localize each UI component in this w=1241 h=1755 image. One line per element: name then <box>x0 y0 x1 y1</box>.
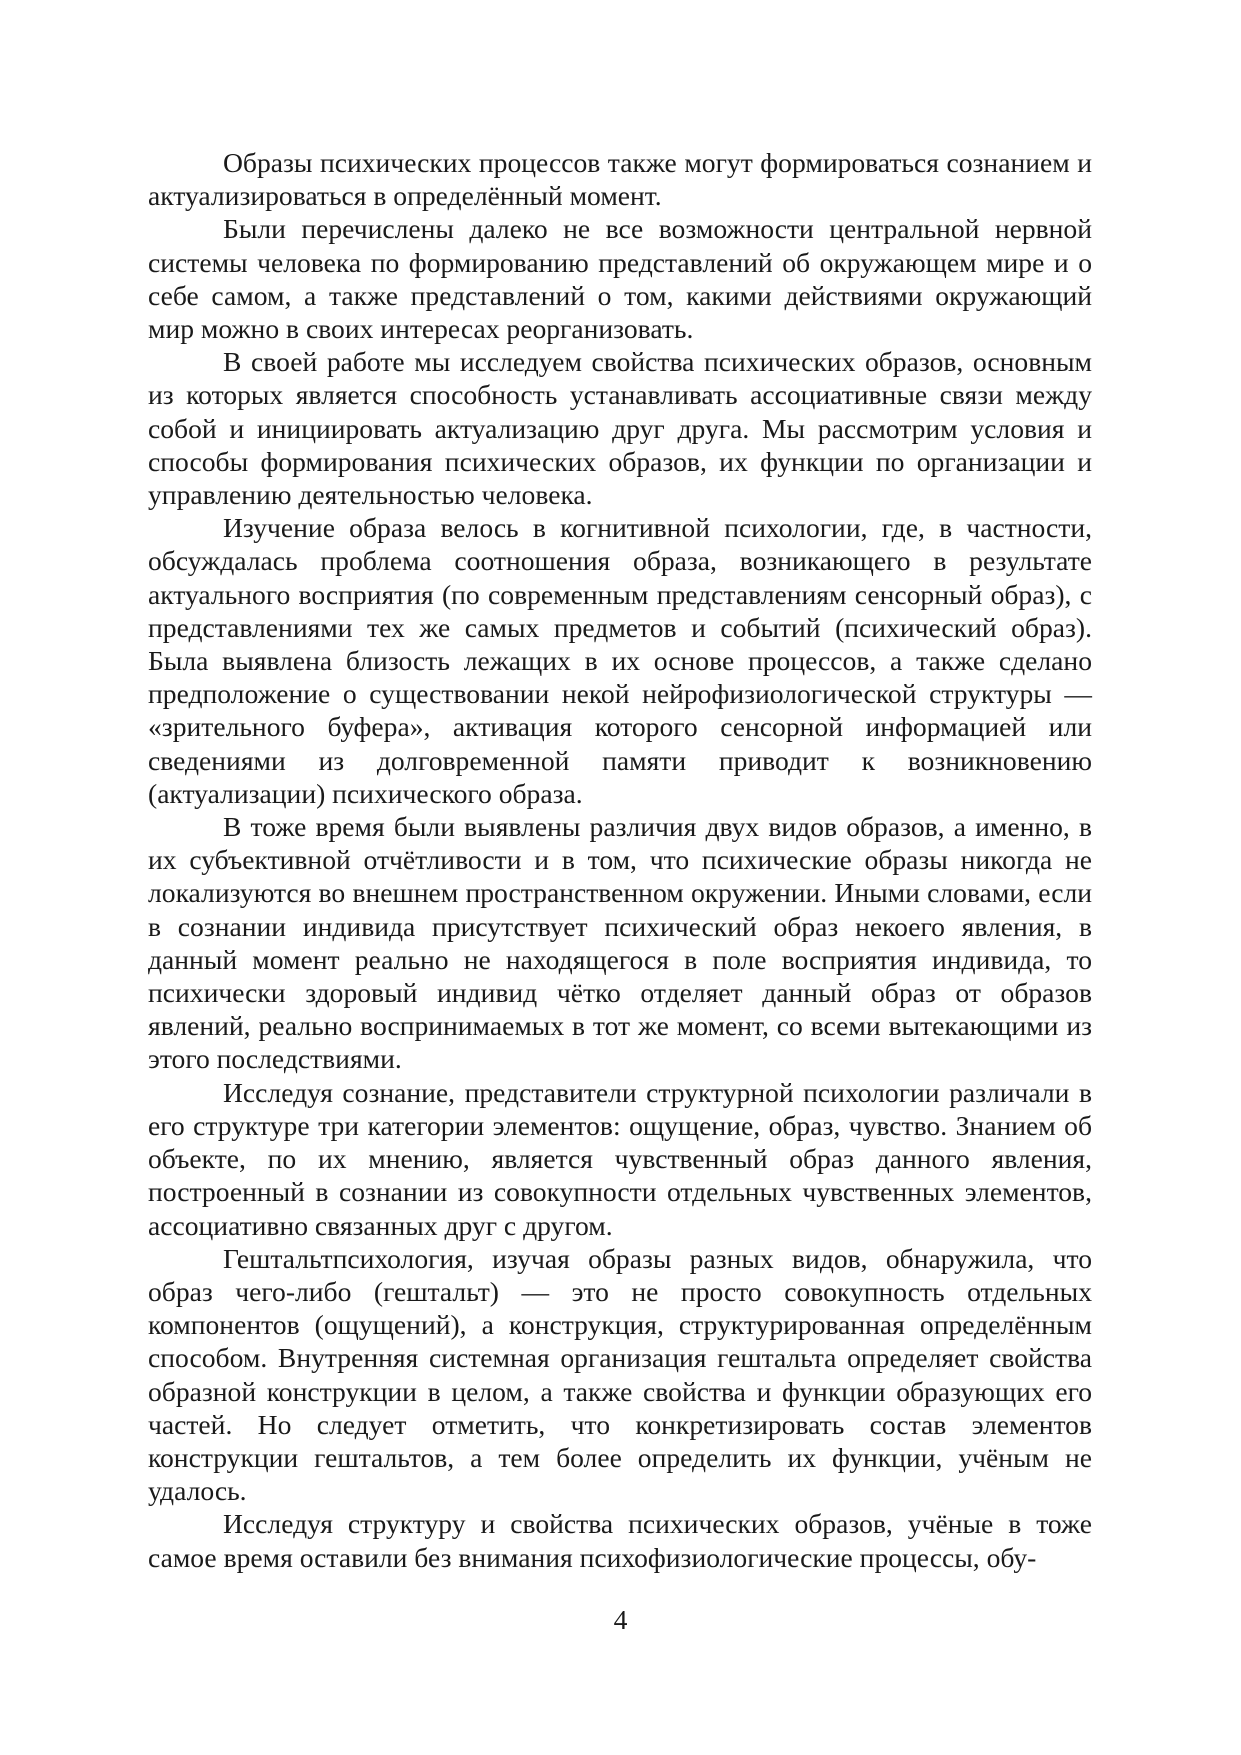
page-number: 4 <box>613 1604 628 1635</box>
paragraph: Образы психических процессов также могут формироваться сознанием и актуализироваться в определённый момент. <box>148 147 1092 212</box>
paragraph: Изучение образа велось в когнитивной психологии, где, в частности, обсуждалась проблема соотношения образа, возникающего в результате актуального восприятия (по современным представлениям сенсорный образ), с представлениями тех же самых предметов и событий (психический образ). Была выявлена близость лежащих в их основе процессов, а также сделано предположение о существовании некой нейрофизиологической структуры — «зрительного буфера», активация которого сенсорной информацией или сведениями из долговременной памяти приводит к возникновению (актуализации) психического образа. <box>148 512 1092 809</box>
paragraph: Гештальтпсихология, изучая образы разных видов, обнаружила, что образ чего-либо (гештальт) — это не просто совокупность отдельных компонентов (ощущений), а конструкция, структурированная определённым способом. Внутренняя системная организация гештальта определяет свойства образной конструкции в целом, а также свойства и функции образующих его частей. Но следует отметить, что конкретизировать состав элементов конструкции гештальтов, а тем более определить их функции, учёным не удалось. <box>148 1242 1092 1507</box>
body-text <box>148 146 1092 1574</box>
paragraph: В тоже время были выявлены различия двух видов образов, а именно, в их субъективной отчётливости и в том, что психические образы никогда не локализуются во внешнем пространственном окружении. Иными словами, если в сознании индивида присутствует психический образ некоего явления, в данный момент реально не находящегося в поле восприятия индивида, то психически здоровый индивид чётко отделяет данный образ от образов явлений, реально воспринимаемых в тот же момент, со всеми вытекающими из этого последствиями. <box>148 811 1092 1075</box>
paragraph: Были перечислены далеко не все возможности центральной нервной системы человека по формированию представлений об окружающем мире и о себе самом, а также представлений о том, какими действиями окружающий мир можно в своих интересах реорганизовать. <box>148 213 1092 345</box>
paragraph: Исследуя сознание, представители структурной психологии различали в его структуре три категории элементов: ощущение, образ, чувство. Знанием об объекте, по их мнению, является чувственный образ данного явления, построенный в сознании из совокупности отдельных чувственных элементов, ассоциативно связанных друг с другом. <box>148 1076 1092 1241</box>
paragraph: В своей работе мы исследуем свойства психических образов, основным из которых является способность устанавливать ассоциативные связи между собой и инициировать актуализацию друг друга. Мы рассмотрим условия и способы формирования психических образов, их функции по организации и управлению деятельностью человека. <box>148 346 1092 511</box>
paragraph: Исследуя структуру и свойства психических образов, учёные в тоже самое время оставили без внимания психофизиологические процессы, обу- <box>148 1508 1092 1573</box>
